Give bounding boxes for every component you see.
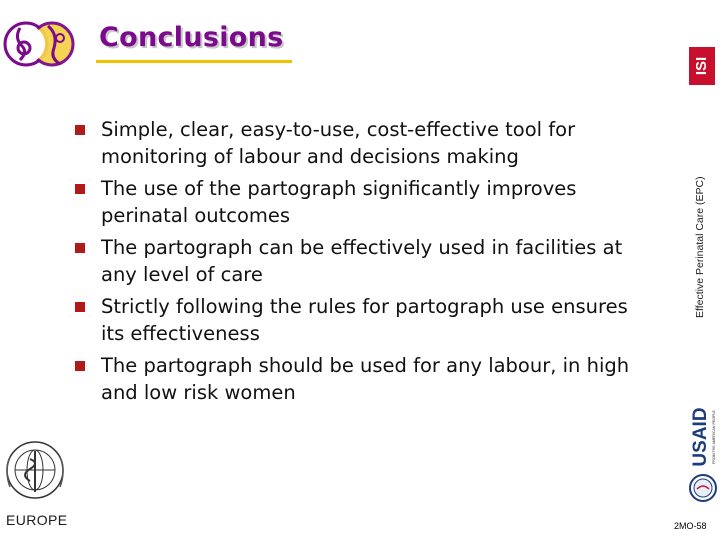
list-item-text: The use of the partograph significantly improves perinatal outcomes	[101, 177, 577, 227]
list-item-text: Strictly following the rules for partograph use ensures its effectiveness	[101, 295, 628, 345]
usaid-tagline: FROM THE AMERICAN PEOPLE	[711, 410, 716, 464]
square-bullet-icon	[75, 302, 85, 312]
square-bullet-icon	[75, 361, 85, 371]
who-europe-label: EUROPE	[6, 512, 68, 528]
usaid-logo	[685, 403, 720, 507]
list-item-text: The partograph can be effectively used in facilities at any level of care	[101, 236, 623, 286]
usaid-logo-text: USAID	[690, 407, 712, 467]
conclusion-list	[74, 116, 654, 411]
title-underline	[96, 60, 292, 63]
side-label: Effective Perinatal Care (EPC)	[694, 176, 706, 318]
slide-code: 2MO-58	[674, 521, 707, 531]
list-item	[74, 234, 654, 288]
list-item-text: Simple, clear, easy-to-use, cost-effective tool for monitoring of labour and decisions making	[101, 118, 576, 168]
isi-logo	[689, 47, 715, 85]
list-item-text: The partograph should be used for any labour, in high and low risk women	[101, 354, 630, 404]
list-item	[74, 352, 654, 406]
square-bullet-icon	[75, 184, 85, 194]
list-item	[74, 175, 654, 229]
square-bullet-icon	[75, 125, 85, 135]
epc-maternal-logo	[2, 8, 84, 80]
square-bullet-icon	[75, 243, 85, 253]
list-item	[74, 293, 654, 347]
list-item	[74, 116, 654, 170]
page-title: Conclusions	[99, 22, 284, 53]
isi-logo-text: ISI	[692, 56, 710, 76]
